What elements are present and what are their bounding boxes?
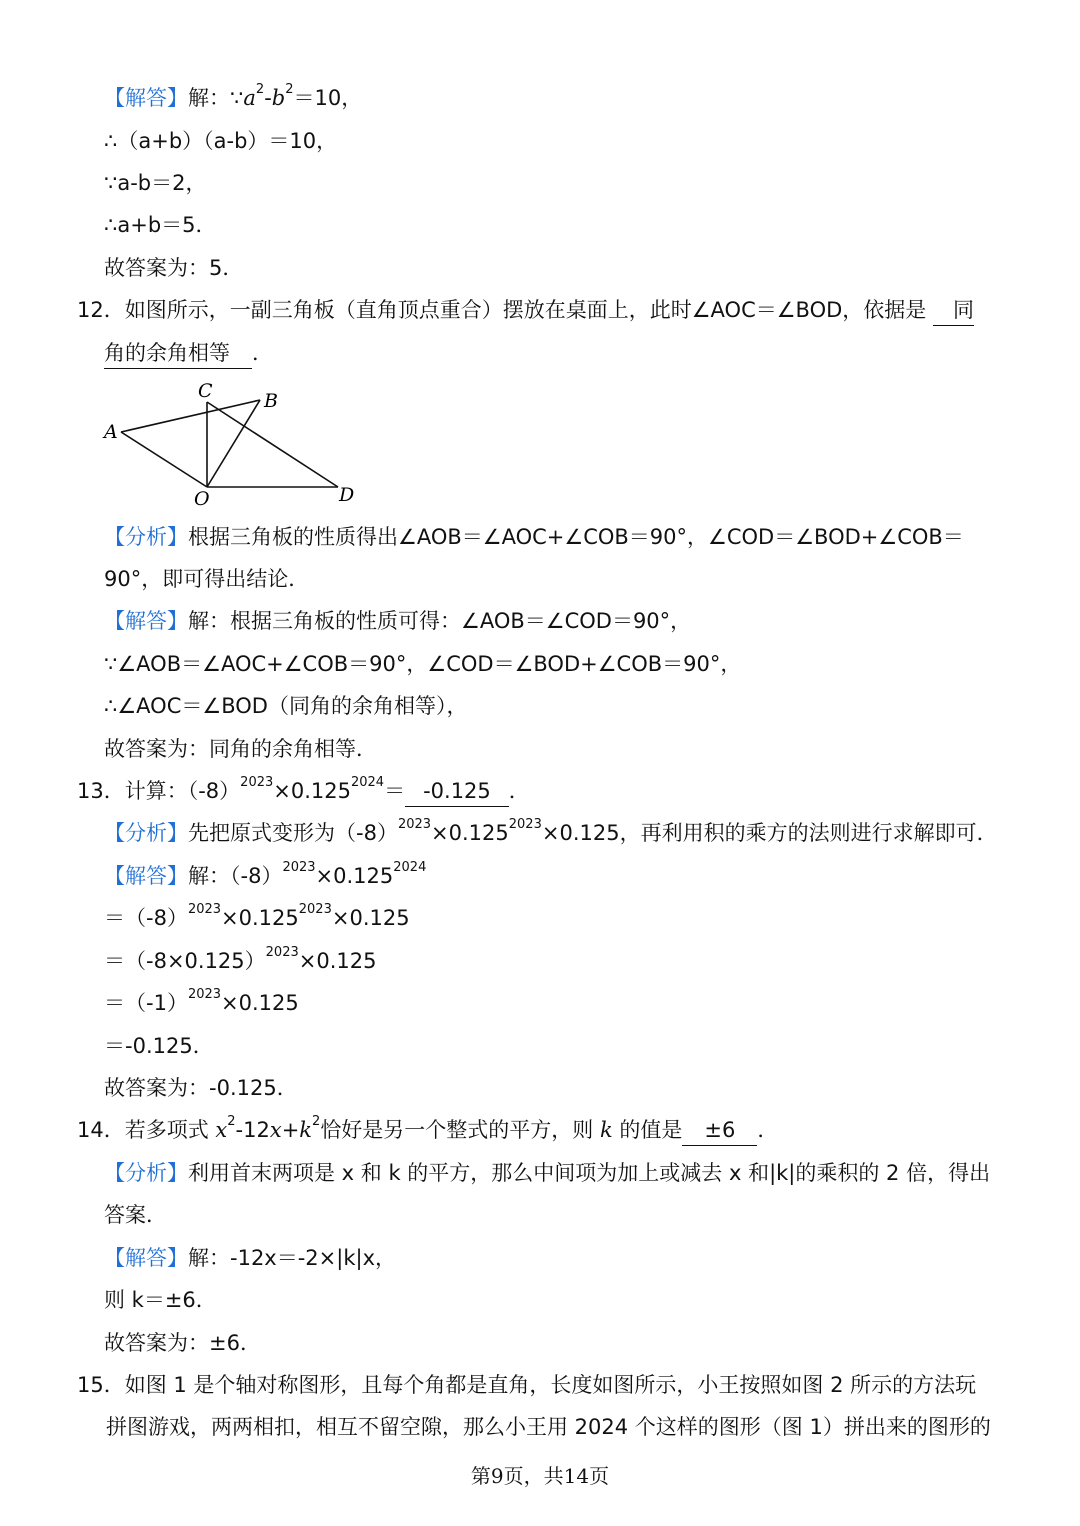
q12-stem-line1: 12．如图所示，一副三角板（直角顶点重合）摆放在桌面上，此时∠AOC＝∠BOD，依据是 同 [77,296,974,326]
q12-solution-line1: 【解答】解：根据三角板的性质可得：∠AOB＝∠COD＝90°， [104,609,692,633]
q13-solution-line5: ＝-0.125． [104,1034,214,1058]
label-D: D [339,484,355,506]
q13-solution-line3: $=(-8\times 0.125)^{2023}\times 0.125$ [104,945,377,973]
q15-stem-line1: 15．如图 1 是个轴对称图形，且每个角都是直角，长度如图所示，小王按照如图 2 所示的方法玩 [77,1373,977,1397]
q12-solution-line3: ∴∠AOC＝∠BOD（同角的余角相等）， [104,694,468,718]
q14-stem: 14．若多项式 $x^2-12x+k^2$恰好是另一个整式的平方，则 k 的值是 ±6 ． [77,1116,778,1146]
solution-tag: 【解答】 [104,1246,188,1270]
q12-solution-line2: ∵∠AOB＝∠AOC+∠COB＝90°，∠COD＝∠BOD+∠COB＝90°， [104,652,742,676]
q12-answer-blank-part1: 同 [933,296,974,326]
q14-analysis-line1: 【分析】利用首末两项是 x 和 k 的平方，那么中间项为加上或减去 x 和|k|的乘积的 2 倍，得出 [104,1161,991,1185]
solution-tag: 【解答】 [104,864,188,888]
q14-solution-line2: 则 k＝±6． [104,1288,217,1312]
q11-solution-line1: 【解答】解：$\because a^2-b^2=10$， [104,82,363,110]
q13-answer-blank: -0.125 [405,777,509,807]
q12-answer-blank-part2: 角的余角相等 [104,339,252,369]
q13-final-answer: 故答案为：-0.125． [104,1076,298,1100]
q12-triangle-figure [100,378,360,512]
q12-stem-line2: 角的余角相等 ． [104,339,273,369]
q13-analysis: 【分析】先把原式变形为$(-8)^{2023}\times 0.125^{2023}\times 0.125$，再利用积的乘方的法则进行求解即可． [104,817,998,845]
q14-answer-blank: ±6 [682,1116,757,1146]
q11-solution-line4: ∴a+b＝5． [104,213,217,237]
q13-solution-line2: $=(-8)^{2023}\times 0.125^{2023}\times 0.125$ [104,902,410,930]
label-O: O [194,488,210,510]
page-footer: 第9页，共14页 [470,1464,610,1488]
solution-tag: 【解答】 [104,86,188,110]
q12-triangle-lines [121,400,338,487]
q11-solution-line2: ∴（a+b）（a-b）＝10， [104,129,338,153]
label-C: C [198,380,213,402]
q12-analysis-line1: 【分析】根据三角板的性质得出∠AOB＝∠AOC+∠COB＝90°，∠COD＝∠BOD+∠COB＝ [104,525,964,549]
q14-analysis-line2: 答案． [104,1203,167,1227]
q14-final-answer: 故答案为：±6． [104,1331,261,1355]
q13-stem: 13．计算：$(-8)^{2023}\times 0.125^{2024}= -0.125$ ． [77,777,530,807]
q11-solution-line3: ∵a-b＝2， [104,171,207,195]
analysis-tag: 【分析】 [104,525,188,549]
q12-final-answer: 故答案为：同角的余角相等． [104,737,377,761]
q14-solution-line1: 【解答】解：-12x＝-2×|k|x， [104,1246,397,1270]
q11-final-answer: 故答案为：5． [104,256,244,280]
label-A: A [104,421,118,443]
analysis-tag: 【分析】 [104,821,188,845]
q13-solution-line1: 【解答】解：$(-8)^{2023}\times 0.125^{2024}$ [104,860,427,888]
analysis-tag: 【分析】 [104,1161,188,1185]
q12-analysis-line2: 90°，即可得出结论． [104,567,310,591]
label-B: B [264,390,278,412]
solution-tag: 【解答】 [104,609,188,633]
q13-solution-line4: $=(-1)^{2023}\times 0.125$ [104,987,299,1015]
q15-stem-line2: 拼图游戏，两两相扣，相互不留空隙，那么小王用 2024 个这样的图形（图 1）拼出来的图形的 [106,1415,991,1439]
